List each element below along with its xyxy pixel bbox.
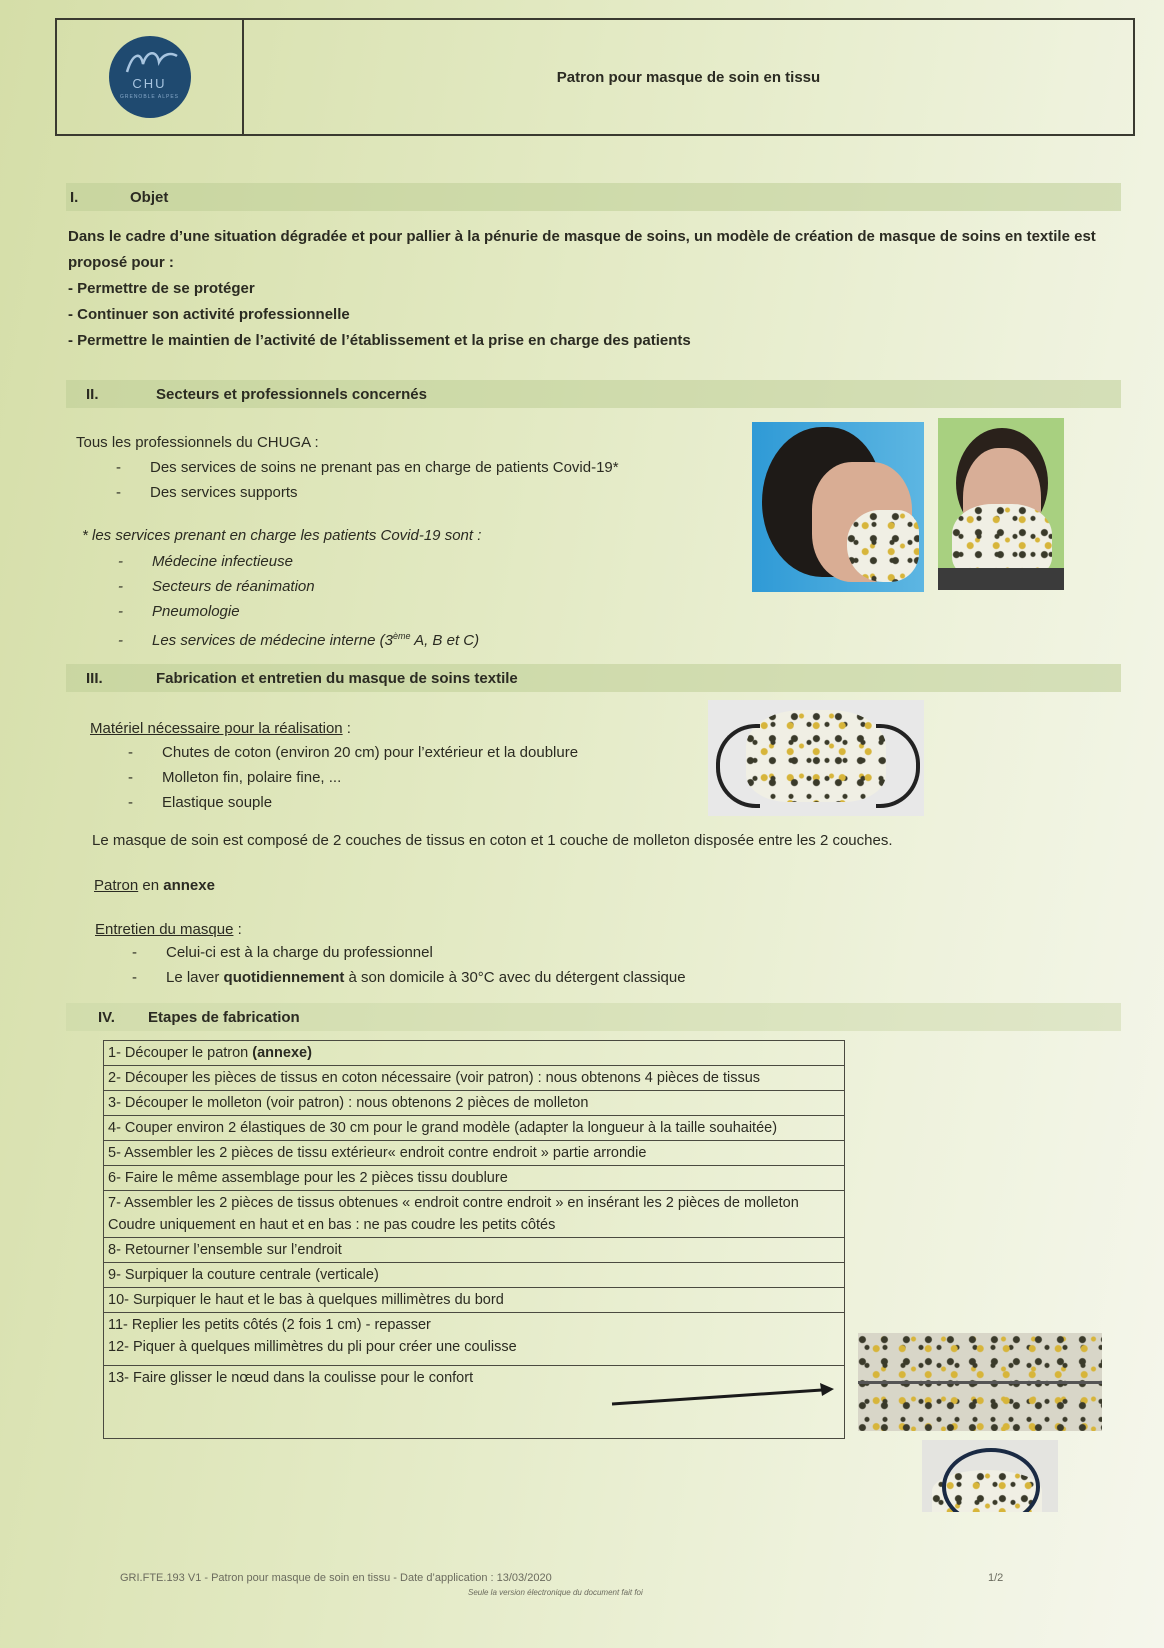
photo-knot bbox=[922, 1440, 1058, 1512]
list-item: - Molleton fin, polaire fine, ... bbox=[128, 769, 342, 786]
objective-item: - Continuer son activité professionnelle bbox=[68, 306, 350, 323]
table-row bbox=[104, 1116, 845, 1141]
step-cell: 6- Faire le même assemblage pour les 2 pièces tissu doublure bbox=[104, 1166, 845, 1191]
logo-text: CHU bbox=[132, 76, 167, 91]
list-item: - Elastique souple bbox=[128, 794, 273, 811]
table-row bbox=[104, 1091, 845, 1116]
entretien-list bbox=[132, 940, 686, 990]
step-cell: 9- Surpiquer la couture centrale (verticale) bbox=[104, 1263, 845, 1288]
step-cell: 4- Couper environ 2 élastiques de 30 cm pour le grand modèle (adapter la longueur à la taille souhaitée) bbox=[104, 1116, 845, 1141]
list-item: - Secteurs de réanimation bbox=[118, 578, 315, 595]
logo-cell bbox=[57, 20, 244, 134]
step-cell: 3- Découper le molleton (voir patron) : nous obtenons 2 pièces de molleton bbox=[104, 1091, 845, 1116]
document-title: Patron pour masque de soin en tissu bbox=[556, 68, 821, 86]
list-item: - Chutes de coton (environ 20 cm) pour l’extérieur et la doublure bbox=[128, 744, 579, 761]
list-item: - Des services supports bbox=[116, 484, 298, 501]
materials-list bbox=[128, 740, 578, 815]
section-2-heading bbox=[66, 380, 1121, 408]
table-row bbox=[104, 1313, 845, 1366]
step-cell: 10- Surpiquer le haut et le bas à quelques millimètres du bord bbox=[104, 1288, 845, 1313]
photo-finished-mask bbox=[708, 700, 924, 816]
list-item: - Des services de soins ne prenant pas en charge de patients Covid-19* bbox=[116, 459, 619, 476]
list-item: - Le laver quotidiennement à son domicile à 30°C avec du détergent classique bbox=[132, 969, 686, 986]
footer-note: Seule la version électronique du document fait foi bbox=[468, 1588, 643, 1597]
services-list bbox=[116, 455, 619, 505]
logo-wave-icon bbox=[123, 46, 179, 76]
photo-mask-front bbox=[938, 418, 1064, 590]
objective-item: - Permettre de se protéger bbox=[68, 280, 255, 297]
list-item: - Pneumologie bbox=[118, 603, 240, 620]
section-number: IV. bbox=[98, 1008, 115, 1026]
section-4-heading bbox=[66, 1003, 1121, 1031]
section-3-heading bbox=[66, 664, 1121, 692]
step-cell: 7- Assembler les 2 pièces de tissus obtenues « endroit contre endroit » en insérant les 2 pièces de molleton Coudre uniquement en haut et en bas : ne pas coudre les petits côtés bbox=[104, 1191, 845, 1238]
intro-text: Dans le cadre d’une situation dégradée et pour pallier à la pénurie de masque de soins, un modèle de création de masque de soins en textile est proposé pour : bbox=[68, 228, 1096, 271]
table-row bbox=[104, 1066, 845, 1091]
covid-note: * les services prenant en charge les patients Covid-19 sont : bbox=[82, 527, 482, 544]
section-title: Etapes de fabrication bbox=[148, 1008, 300, 1026]
arrow-icon bbox=[610, 1380, 840, 1410]
logo-subtext: GRENOBLE ALPES bbox=[119, 94, 180, 100]
section-number: II. bbox=[86, 385, 99, 403]
photo-stitching bbox=[858, 1333, 1102, 1431]
step-cell: 11- Replier les petits côtés (2 fois 1 cm) - repasser 12- Piquer à quelques millimètres du pli pour créer une coulisse bbox=[104, 1313, 845, 1366]
composition-text: Le masque de soin est composé de 2 couches de tissus en coton et 1 couche de molleton disposée entre les 2 couches. bbox=[92, 832, 893, 849]
section-1-heading bbox=[66, 183, 1121, 211]
list-item: - Médecine infectieuse bbox=[118, 553, 293, 570]
section-number: III. bbox=[86, 669, 103, 687]
table-row bbox=[104, 1288, 845, 1313]
step-cell: 1- Découper le patron (annexe) bbox=[104, 1041, 845, 1066]
section-2-intro: Tous les professionnels du CHUGA : bbox=[76, 434, 319, 451]
entretien-heading: Entretien du masque : bbox=[95, 921, 242, 938]
list-item: - Les services de médecine interne (3ème A, B et C) bbox=[118, 631, 480, 649]
step-cell: 5- Assembler les 2 pièces de tissu extérieur« endroit contre endroit » partie arrondie bbox=[104, 1141, 845, 1166]
table-row bbox=[104, 1191, 845, 1238]
materials-heading: Matériel nécessaire pour la réalisation : bbox=[90, 720, 351, 737]
list-item: - Celui-ci est à la charge du professionnel bbox=[132, 944, 433, 961]
step-cell: 8- Retourner l’ensemble sur l’endroit bbox=[104, 1238, 845, 1263]
section-title: Secteurs et professionnels concernés bbox=[156, 385, 427, 403]
table-row bbox=[104, 1041, 845, 1066]
section-title: Objet bbox=[130, 188, 169, 206]
document-header bbox=[55, 18, 1135, 136]
step-cell: 13- Faire glisser le nœud dans la coulisse pour le confort bbox=[104, 1366, 845, 1439]
section-1-body bbox=[68, 224, 1128, 354]
chu-logo bbox=[109, 36, 191, 118]
section-number: I. bbox=[70, 188, 79, 206]
section-title: Fabrication et entretien du masque de soins textile bbox=[156, 669, 518, 687]
photo-mask-profile bbox=[752, 422, 924, 592]
covid-services-list bbox=[118, 549, 479, 653]
page-number: 1/2 bbox=[988, 1572, 1004, 1584]
patron-line: Patron en annexe bbox=[94, 877, 215, 894]
table-row bbox=[104, 1141, 845, 1166]
step-cell: 2- Découper les pièces de tissus en coton nécessaire (voir patron) : nous obtenons 4 pièces de tissus bbox=[104, 1066, 845, 1091]
table-row bbox=[104, 1166, 845, 1191]
table-row bbox=[104, 1263, 845, 1288]
table-row bbox=[104, 1238, 845, 1263]
footer-reference: GRI.FTE.193 V1 - Patron pour masque de soin en tissu - Date d’application : 13/03/2020 bbox=[120, 1572, 552, 1584]
objective-item: - Permettre le maintien de l’activité de l’établissement et la prise en charge des patients bbox=[68, 332, 691, 349]
